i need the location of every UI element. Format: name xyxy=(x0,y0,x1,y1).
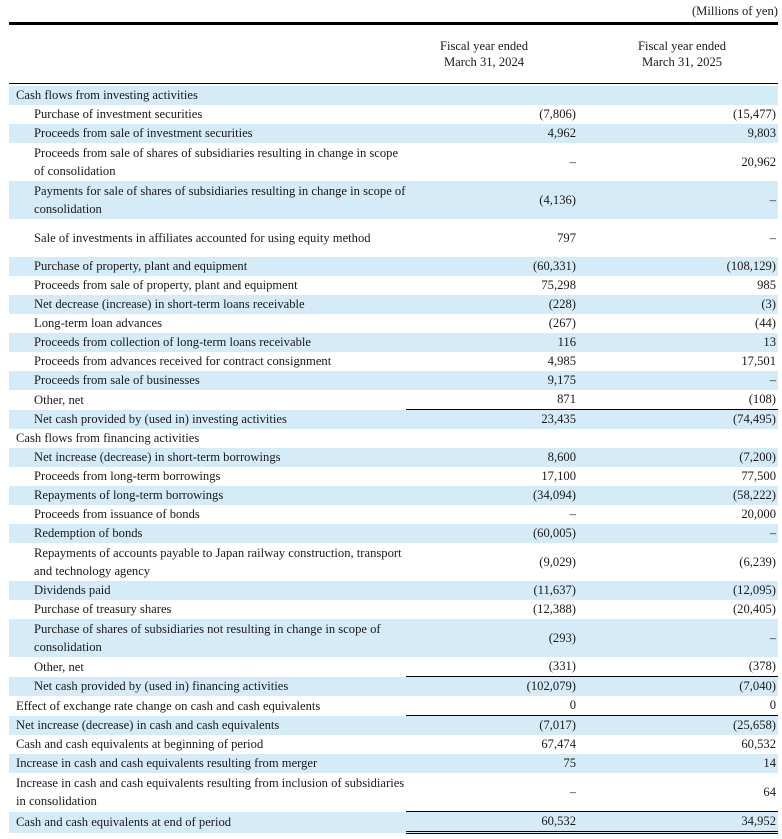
value-fy2025: – xyxy=(581,524,778,543)
value-fy2024: 17,100 xyxy=(541,469,576,484)
table-row xyxy=(9,276,778,295)
value-fy2024: 4,985 xyxy=(547,354,576,369)
table-row xyxy=(9,219,778,257)
value-fy2025: 60,532 xyxy=(741,737,776,752)
row-label: Sale of investments in affiliates accounted for using equity method xyxy=(34,230,371,245)
value-fy2025: 9,803 xyxy=(581,124,778,143)
value-fy2024: (267) xyxy=(548,316,576,331)
value-fy2024: 8,600 xyxy=(406,448,581,467)
table-row xyxy=(9,543,778,581)
row-label: Cash and cash equivalents at beginning of period xyxy=(16,737,264,752)
table-row xyxy=(9,467,778,486)
row-label: Redemption of bonds xyxy=(9,524,406,543)
table-row xyxy=(9,295,778,314)
table-row xyxy=(9,677,778,697)
table-row xyxy=(9,390,778,410)
value-fy2025: (44) xyxy=(755,316,776,331)
row-label: Proceeds from collection of long-term loans receivable xyxy=(9,333,406,352)
value-fy2024: (7,806) xyxy=(539,107,576,122)
value-fy2024: 116 xyxy=(406,333,581,352)
row-label: Proceeds from long-term borrowings xyxy=(34,469,221,484)
value-fy2025: (20,405) xyxy=(732,602,776,617)
value-fy2025: (6,239) xyxy=(739,554,776,569)
column-header-line: March 31, 2024 xyxy=(443,55,525,69)
value-fy2024: 60,532 xyxy=(406,812,581,833)
value-fy2024: (293) xyxy=(406,619,581,657)
value-fy2025: 64 xyxy=(763,784,776,799)
value-fy2024: 0 xyxy=(569,698,576,713)
row-label: Increase in cash and cash equivalents resulting from inclusion of subsidiaries in consolidation xyxy=(16,775,405,809)
value-fy2025: (378) xyxy=(748,659,776,674)
value-fy2024: 871 xyxy=(557,392,576,407)
value-fy2024 xyxy=(406,86,581,105)
row-label: Proceeds from sale of investment securities xyxy=(9,124,406,143)
table-row xyxy=(9,429,778,448)
row-label: Cash flows from investing activities xyxy=(9,86,406,105)
row-label: Increase in cash and cash equivalents resulting from merger xyxy=(9,754,406,773)
table-row xyxy=(9,486,778,505)
table-row xyxy=(9,716,778,736)
row-label: Proceeds from sale of businesses xyxy=(9,371,406,390)
table-row xyxy=(9,773,778,812)
table-row xyxy=(9,754,778,773)
value-fy2024: (34,094) xyxy=(406,486,581,505)
value-fy2025: (25,658) xyxy=(581,716,778,736)
value-fy2025: 77,500 xyxy=(741,469,776,484)
row-label: Net increase (decrease) in cash and cash equivalents xyxy=(9,716,406,736)
value-fy2025: 13 xyxy=(581,333,778,352)
value-fy2025: 20,000 xyxy=(741,507,776,522)
table-row xyxy=(9,257,778,276)
value-fy2025: (7,200) xyxy=(581,448,778,467)
row-label: Cash flows from financing activities xyxy=(16,431,200,446)
column-header-line: March 31, 2025 xyxy=(641,55,723,69)
row-label: Net increase (decrease) in short-term borrowings xyxy=(9,448,406,467)
row-label: Net cash provided by (used in) investing activities xyxy=(9,410,406,430)
table-row xyxy=(9,143,778,181)
value-fy2024 xyxy=(406,429,581,448)
table-row xyxy=(9,696,778,716)
table-row xyxy=(9,657,778,677)
value-fy2024: (60,005) xyxy=(406,524,581,543)
value-fy2025: 985 xyxy=(757,278,776,293)
value-fy2024: 23,435 xyxy=(406,410,581,430)
value-fy2025: (12,095) xyxy=(581,581,778,600)
value-fy2024: – xyxy=(569,784,576,799)
value-fy2024: (4,136) xyxy=(406,181,581,219)
column-header-line: Fiscal year ended xyxy=(637,39,727,53)
row-label: Payments for sale of shares of subsidiaries resulting in change in scope of consolidation xyxy=(9,181,406,219)
row-label: Proceeds from sale of shares of subsidiaries resulting in change in scope of consolidation xyxy=(34,145,399,178)
row-label: Effect of exchange rate change on cash and cash equivalents xyxy=(16,698,321,713)
table-row xyxy=(9,314,778,333)
value-fy2025 xyxy=(581,429,778,448)
column-header-line: Fiscal year ended xyxy=(439,39,529,53)
value-fy2025: 34,952 xyxy=(581,812,778,833)
value-fy2025: 0 xyxy=(769,698,776,713)
value-fy2024: 75,298 xyxy=(541,278,576,293)
value-fy2024: – xyxy=(569,154,576,169)
value-fy2024: 4,962 xyxy=(406,124,581,143)
table-row xyxy=(9,181,778,219)
table-row xyxy=(9,619,778,657)
column-header-fy2025 xyxy=(596,38,768,70)
header-rule xyxy=(9,83,778,84)
row-label: Proceeds from advances received for contract consignment xyxy=(34,354,332,369)
table-top-rule xyxy=(9,22,778,25)
table-row xyxy=(9,410,778,430)
value-fy2025: (7,040) xyxy=(581,677,778,697)
cash-flow-table xyxy=(9,86,778,834)
table-row xyxy=(9,812,778,833)
table-row xyxy=(9,333,778,352)
value-fy2024: 75 xyxy=(406,754,581,773)
table-row xyxy=(9,86,778,105)
table-row xyxy=(9,581,778,600)
value-fy2025: (108) xyxy=(748,392,776,407)
column-header-fy2024 xyxy=(398,38,570,70)
value-fy2024: (228) xyxy=(406,295,581,314)
value-fy2025: – xyxy=(581,181,778,219)
value-fy2025: 20,962 xyxy=(741,154,776,169)
value-fy2025: (108,129) xyxy=(581,257,778,276)
table-row xyxy=(9,124,778,143)
value-fy2025: (58,222) xyxy=(581,486,778,505)
value-fy2025: – xyxy=(769,230,776,245)
value-fy2024: (331) xyxy=(548,659,576,674)
value-fy2025: 14 xyxy=(581,754,778,773)
row-label: Repayments of accounts payable to Japan railway construction, transport and technology agency xyxy=(34,545,402,578)
row-label: Proceeds from sale of property, plant and equipment xyxy=(34,278,298,293)
table-row xyxy=(9,371,778,390)
value-fy2025 xyxy=(581,86,778,105)
value-fy2025: 17,501 xyxy=(741,354,776,369)
table-row xyxy=(9,448,778,467)
value-fy2025: (3) xyxy=(581,295,778,314)
row-label: Other, net xyxy=(34,659,84,674)
row-label: Repayments of long-term borrowings xyxy=(9,486,406,505)
value-fy2024: 797 xyxy=(557,230,576,245)
value-fy2024: (9,029) xyxy=(539,554,576,569)
value-fy2025: (74,495) xyxy=(581,410,778,430)
table-row xyxy=(9,600,778,619)
row-label: Long-term loan advances xyxy=(34,316,162,331)
row-label: Purchase of investment securities xyxy=(34,107,203,122)
value-fy2025: (15,477) xyxy=(732,107,776,122)
value-fy2024: – xyxy=(569,507,576,522)
table-row xyxy=(9,352,778,371)
table-row xyxy=(9,105,778,124)
row-label: Purchase of property, plant and equipment xyxy=(9,257,406,276)
row-label: Proceeds from issuance of bonds xyxy=(34,507,200,522)
unit-note: (Millions of yen) xyxy=(691,4,778,18)
value-fy2025: – xyxy=(581,619,778,657)
row-label: Purchase of treasury shares xyxy=(34,602,172,617)
value-fy2024: 67,474 xyxy=(541,737,576,752)
row-label: Net decrease (increase) in short-term loans receivable xyxy=(9,295,406,314)
value-fy2024: (11,637) xyxy=(406,581,581,600)
value-fy2024: (7,017) xyxy=(406,716,581,736)
value-fy2025: – xyxy=(581,371,778,390)
row-label: Net cash provided by (used in) financing activities xyxy=(9,677,406,697)
row-label: Dividends paid xyxy=(9,581,406,600)
value-fy2024: (60,331) xyxy=(406,257,581,276)
value-fy2024: (102,079) xyxy=(406,677,581,697)
row-label: Cash and cash equivalents at end of period xyxy=(9,812,406,833)
table-row xyxy=(9,524,778,543)
row-label: Other, net xyxy=(34,392,84,407)
value-fy2024: (12,388) xyxy=(532,602,576,617)
table-row xyxy=(9,505,778,524)
row-label: Purchase of shares of subsidiaries not resulting in change in scope of consolidation xyxy=(9,619,406,657)
value-fy2024: 9,175 xyxy=(406,371,581,390)
table-row xyxy=(9,735,778,754)
